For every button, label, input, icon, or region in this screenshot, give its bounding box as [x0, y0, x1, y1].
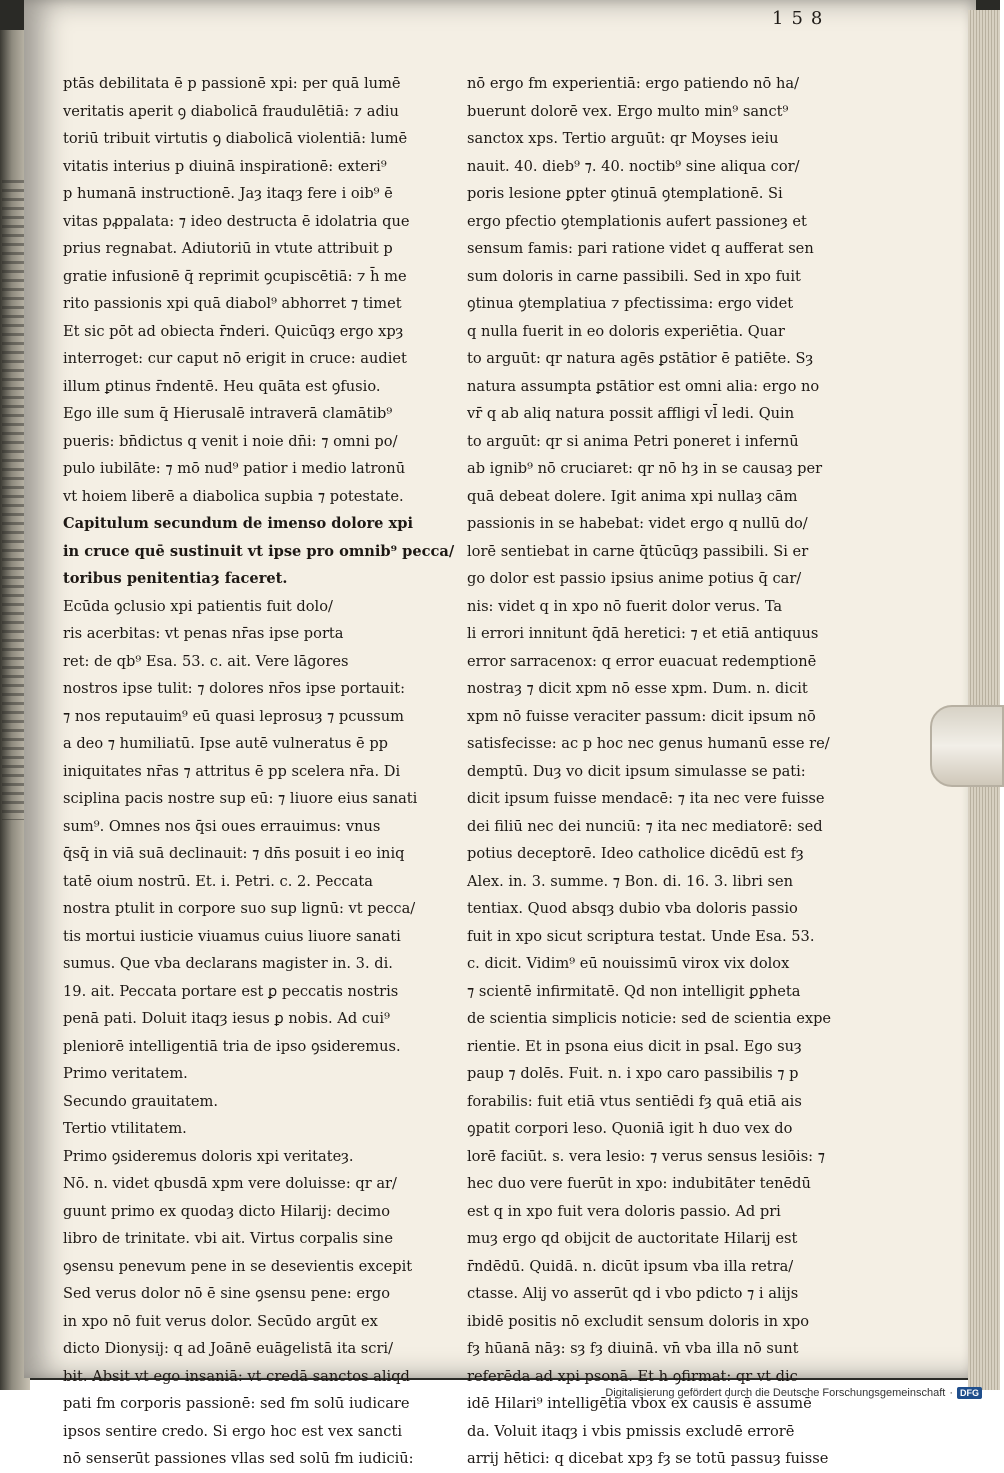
text-line: sum doloris in carne passibili. Sed in xpo fuit: [467, 267, 801, 285]
text-line: error sarracenox: q error euacuat redemptionē: [467, 652, 817, 670]
text-line: vitas pꝓpalata: ⁊ ideo destructa ē idolatria que: [63, 212, 410, 230]
left-text-column: [63, 70, 456, 1473]
text-line: potius deceptorē. Ideo catholice dicēdū est fȝ: [467, 845, 804, 862]
separator: ·: [949, 1387, 953, 1399]
text-line: to arguūt: qr si anima Petri poneret i infernū: [467, 432, 799, 450]
text-line: p humanā instructionē. Jaȝ itaqȝ fere i oib⁹ ē: [63, 185, 393, 202]
text-line: Primo ꝯsideremus doloris xpi veritateȝ.: [63, 1147, 354, 1165]
text-line: est q in xpo fuit vera doloris passio. Ad pri: [467, 1202, 781, 1220]
text-line: q nulla fuerit in eo doloris experiētia. Quar: [467, 322, 785, 340]
text-line: satisfecisse: ac p hoc nec genus humanū esse re/: [467, 735, 830, 752]
funding-note: Digitalisierung gefördert durch die Deutsche Forschungsgemeinschaft: [605, 1387, 946, 1399]
text-line: in cruce quē sustinuit vt ipse pro omnib⁹ pecca/: [63, 542, 455, 560]
text-line: r̄ndēdū. Quidā. n. dicūt ipsum vba illa retra/: [467, 1257, 794, 1275]
text-line: sciplina pacis nostre sup eū: ⁊ liuore eius sanati: [63, 790, 418, 807]
text-line: ⁊ scientē infirmitatē. Qd non intelligit ꝑpheta: [467, 982, 801, 1000]
text-line: guunt primo ex quodaȝ dicto Hilarij: decimo: [63, 1202, 391, 1220]
text-line: rito passionis xpi quā diabol⁹ abhorret ⁊ timet: [63, 295, 402, 312]
text-line: bit. Absit vt ego insaniā: vt credā sanctos aliqd: [63, 1367, 410, 1385]
text-line: natura assumpta ꝑstātior est omni alia: ergo no: [467, 377, 820, 395]
text-line: pati fm corporis passionē: sed fm solū iudicare: [63, 1395, 410, 1412]
text-line: nostra ptulit in corpore suo sup lignū: vt pecca/: [63, 900, 416, 917]
text-line: Tertio vtilitatem.: [63, 1120, 187, 1137]
text-line: nostros ipse tulit: ⁊ dolores nr̄os ipse portauit:: [63, 680, 406, 697]
text-line: Ecūda ꝯclusio xpi patientis fuit dolo/: [63, 597, 333, 615]
text-line: passionis in se habebat: videt ergo q nullū do/: [467, 515, 808, 532]
text-line: ab ignib⁹ nō cruciaret: qr nō hȝ in se causaȝ per: [467, 460, 823, 477]
text-line: veritatis aperit ꝯ diabolicā fraudulētiā: ⁊ adiu: [63, 102, 399, 120]
text-line: tis mortui iusticie viuamus cuius liuore sanati: [63, 927, 401, 945]
text-line: hec duo vere fuerūt in xpo: indubitāter tenēdū: [467, 1175, 811, 1192]
text-line: Primo veritatem.: [63, 1065, 188, 1082]
footer: [605, 1387, 982, 1399]
page-stack-edge: [968, 10, 1000, 1390]
text-line: muȝ ergo qd obijcit de auctoritate Hilarij est: [467, 1230, 798, 1247]
text-line: a deo ⁊ humiliatū. Ipse autē vulneratus ē pp: [63, 735, 389, 752]
text-line: idē Hilari⁹ intelligētia vbox ex causis ē assumē: [467, 1395, 812, 1412]
text-line: gratie infusionē q̄ reprimit ꝯcupiscētiā: ⁊ h̄ me: [63, 267, 407, 285]
text-line: li errori innitunt q̄dā heretici: ⁊ et etiā antiquus: [467, 625, 819, 642]
text-line: rientie. Et in psona eius dicit in psal. Ego suȝ: [467, 1037, 802, 1055]
text-line: illum ꝑtinus r̄ndentē. Heu quāta est ꝯfusio.: [63, 377, 381, 395]
right-text-column: [467, 70, 867, 1473]
text-line: in xpo nō fuit verus dolor. Secūdo argūt ex: [63, 1312, 378, 1330]
dfg-logo: DFG: [957, 1387, 982, 1399]
text-line: ctasse. Alij vo asserūt qd i vbo pdicto ⁊ i alijs: [467, 1285, 799, 1302]
text-line: forabilis: fuit etiā vtus sentiēdi fȝ quā etiā ais: [467, 1092, 802, 1110]
text-line: vt hoiem liberē a diabolica supbia ⁊ potestate.: [63, 487, 404, 505]
text-line: ꝯtinua ꝯtemplatiua ⁊ pfectissima: ergo videt: [467, 295, 794, 312]
text-line: de scientia simplicis noticie: sed de scientia expe: [467, 1010, 832, 1027]
text-line: ꝯsensu penevum pene in se desevientis excepit: [63, 1257, 413, 1275]
text-line: nauit. 40. dieb⁹ ⁊. 40. noctib⁹ sine aliqua cor/: [467, 157, 800, 175]
text-line: nō ergo fm experientiā: ergo patiendo nō ha/: [467, 75, 799, 92]
text-line: xpm nō fuisse veraciter passum: dicit ipsum nō: [467, 707, 816, 725]
page-number: 158: [772, 8, 831, 29]
text-line: paup ⁊ dolēs. Fuit. n. i xpo caro passibilis ⁊ p: [467, 1065, 799, 1082]
text-line: ipsos sentire credo. Si ergo hoc est vex sancti: [63, 1422, 403, 1440]
text-line: sumus. Que vba declarans magister in. 3. di.: [63, 955, 393, 972]
text-line: dei filiū nec dei nunciū: ⁊ ita nec mediatorē: sed: [467, 817, 823, 835]
text-line: go dolor est passio ipsius anime potius q̄ car/: [467, 570, 802, 587]
text-line: sensum famis: pari ratione videt q aufferat sen: [467, 240, 814, 257]
text-line: sanctox xps. Tertio arguūt: qr Moyses ieiu: [467, 130, 779, 147]
text-line: to arguūt: qr natura agēs ꝑstātior ē patiēte. Sȝ: [467, 350, 814, 367]
text-line: libro de trinitate. vbi ait. Virtus corpalis sine: [63, 1230, 393, 1247]
text-line: vitatis interius p diuinā inspirationē: exteri⁹: [63, 157, 387, 175]
text-line: toriū tribuit virtutis ꝯ diabolicā violentiā: lumē: [63, 130, 408, 147]
text-line: ptās debilitata ē p passionē xpi: per quā lumē: [63, 75, 401, 92]
text-line: lorē sentiebat in carne q̄tūcūqȝ passibili. Si er: [467, 542, 809, 560]
text-line: ibidē positis nō excludit sensum doloris in xpo: [467, 1312, 809, 1330]
text-line: Ego ille sum q̄ Hierusalē intraverā clamātib⁹: [63, 405, 393, 422]
text-line: c. dicit. Vidim⁹ eū nouissimū virox vix dolox: [467, 955, 790, 972]
text-line: tatē oium nostrū. Et. i. Petri. c. 2. Peccata: [63, 872, 373, 890]
text-line: Nō. n. videt qbusdā xpm vere doluisse: qr ar/: [63, 1175, 397, 1192]
text-line: ⁊ nos reputauim⁹ eū quasi leprosuȝ ⁊ pcussum: [63, 707, 405, 725]
text-line: Alex. in. 3. summe. ⁊ Bon. di. 16. 3. libri sen: [467, 872, 794, 890]
text-line: ꝯpatit corpori leso. Quoniā igit h duo vex do: [467, 1120, 793, 1137]
text-line: Et sic pōt ad obiecta r̄nderi. Quicūqȝ ergo xpȝ: [63, 322, 404, 340]
text-line: dicto Dionysij: q ad Joānē euāgelistā ita scri/: [63, 1340, 394, 1357]
text-line: interroget: cur caput nō erigit in cruce: audiet: [63, 350, 407, 367]
text-line: penā pati. Doluit itaqȝ iesus ꝑ nobis. Ad cui⁹: [63, 1010, 390, 1027]
text-line: demptū. Duȝ vo dicit ipsum simulasse se pati:: [467, 762, 806, 780]
text-line: ret: de qb⁹ Esa. 53. c. ait. Vere lāgores: [63, 652, 349, 670]
text-line: Secundo grauitatem.: [63, 1092, 219, 1110]
text-line: da. Voluit itaqȝ i vbis pmissis excludē errorē: [467, 1422, 795, 1440]
text-line: ergo pfectio ꝯtemplationis aufert passioneȝ et: [467, 212, 807, 230]
text-line: pulo iubilāte: ⁊ mō nud⁹ patior i medio latronū: [63, 460, 406, 477]
text-line: sum⁹. Omnes nos q̄si oues errauimus: vnus: [63, 817, 381, 835]
text-line: lorē faciūt. s. vera lesio: ⁊ verus sensus lesiōis: ⁊: [467, 1147, 825, 1165]
text-line: referēda ad xpi psonā. Et h ꝯfirmat: qr vt dic: [467, 1367, 798, 1385]
text-line: tentiax. Quod absqȝ dubio vba doloris passio: [467, 900, 798, 917]
text-line: poris lesione ꝑpter ꝯtinuā ꝯtemplationē. Si: [467, 185, 783, 202]
text-line: fuit in xpo sicut scriptura testat. Unde Esa. 53.: [467, 927, 815, 945]
text-line: Sed verus dolor nō ē sine ꝯsensu pene: ergo: [63, 1285, 391, 1302]
text-line: nō senserūt passiones vllas sed solū fm iudiciū:: [63, 1450, 414, 1467]
text-line: ris acerbitas: vt penas nr̄as ipse porta: [63, 625, 344, 642]
text-line: nostraȝ ⁊ dicit xpm nō esse xpm. Dum. n. dicit: [467, 680, 808, 697]
text-line: vr̄ q ab aliq natura possit affligi vl̄ ledi. Quin: [467, 405, 795, 422]
text-line: fȝ hūanā nāȝ: sȝ fȝ diuinā. vn̄ vba illa nō sunt: [467, 1340, 799, 1357]
text-line: pleniorē intelligentiā tria de ipso ꝯsideremus.: [63, 1037, 401, 1055]
text-line: nis: videt q in xpo nō fuerit dolor verus. Ta: [467, 597, 783, 615]
text-line: buerunt dolorē vex. Ergo multo min⁹ sanct⁹: [467, 102, 789, 120]
text-line: dicit ipsum fuisse mendacē: ⁊ ita nec vere fuisse: [467, 790, 825, 807]
text-line: 19. ait. Peccata portare est ꝑ peccatis nostris: [63, 982, 399, 1000]
text-line: pueris: bn̄dictus q venit i noie dn̄i: ⁊ omni po/: [63, 432, 398, 450]
text-line: toribus penitentiaȝ faceret.: [63, 570, 288, 587]
text-line: quā debeat dolere. Igit anima xpi nullaȝ cām: [467, 487, 798, 505]
text-line: iniquitates nr̄as ⁊ attritus ē pp scelera nr̄a. Di: [63, 762, 401, 780]
text-line: prius regnabat. Adiutoriū in vtute attribuit p: [63, 240, 393, 257]
page-clip: [930, 705, 1004, 787]
text-line: arrij hētici: q dicebat xpȝ fȝ se totū passuȝ fuisse: [467, 1450, 829, 1467]
text-line: Capitulum secundum de imenso dolore xpi: [63, 515, 413, 532]
text-line: q̄sq̄ in viā suā declinauit: ⁊ dn̄s posuit i eo iniq: [63, 845, 405, 862]
